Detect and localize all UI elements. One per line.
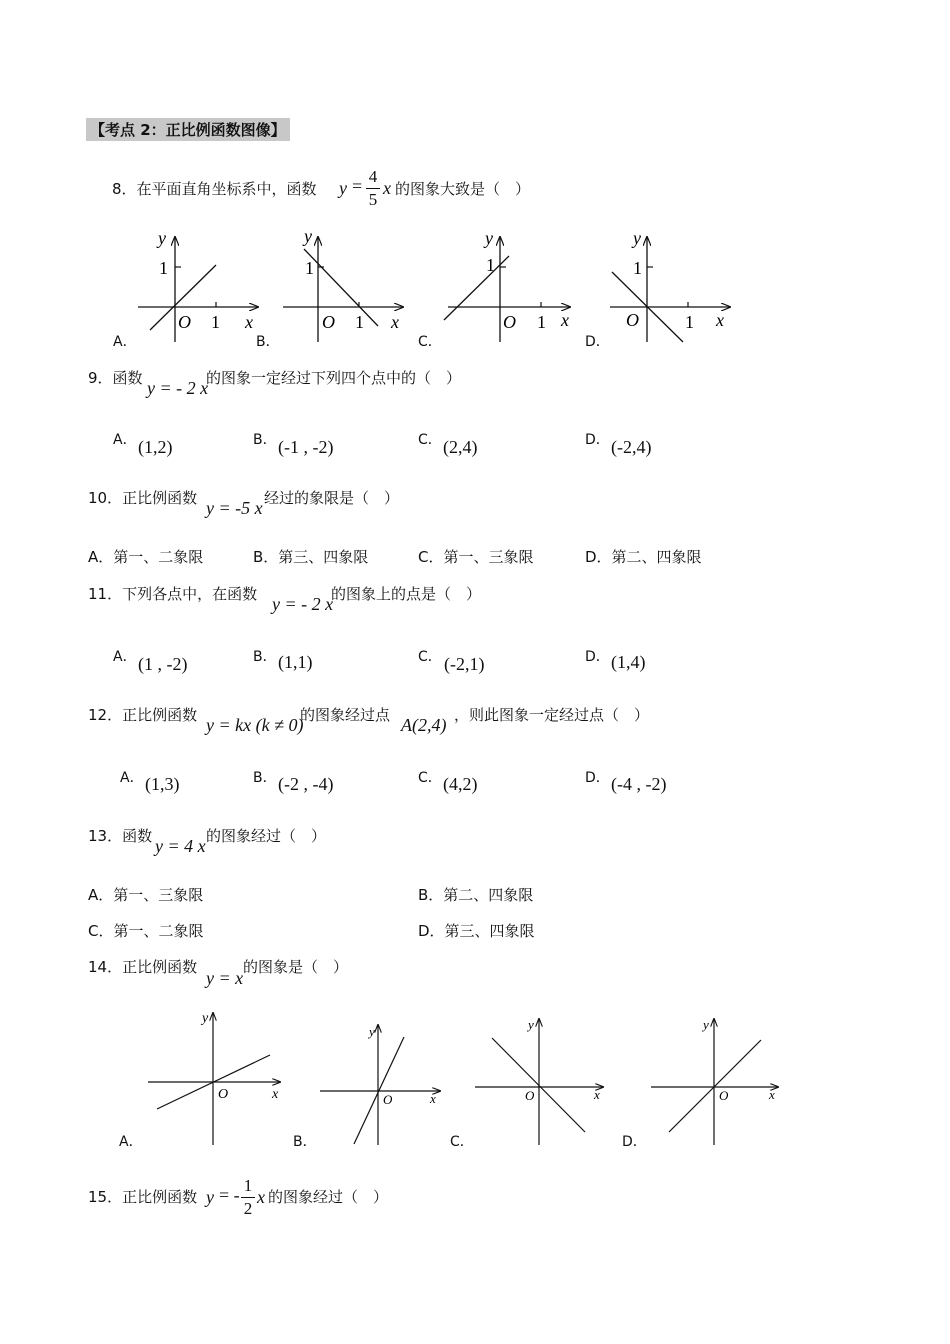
q8-d-origin: O: [626, 310, 639, 330]
q8-fraction-numerator: 4: [368, 167, 378, 186]
q9-formula: y = - 2 x: [147, 378, 209, 398]
q8-option-a[interactable]: A．: [113, 334, 137, 350]
q14-a-origin: O: [218, 1087, 229, 1102]
q8-b-origin: O: [322, 312, 335, 332]
q8-option-b[interactable]: B．: [256, 334, 280, 350]
q8-a-y-label: y: [158, 228, 166, 248]
q14-graph-b[interactable]: [320, 1024, 440, 1145]
q8-a-origin: O: [178, 312, 191, 332]
q12-formula: y = kx (k ≠ 0): [206, 715, 304, 735]
q9-option-c-value: (2,4): [443, 437, 478, 457]
q8-fraction-denominator: 5: [368, 190, 378, 209]
q15-fraction: [241, 1176, 255, 1219]
q13-formula: y = 4 x: [155, 836, 206, 856]
q14-c-origin: O: [525, 1088, 535, 1103]
q15-y: y: [206, 1187, 214, 1207]
q8-c-origin: O: [503, 312, 516, 332]
q9-prefix: 9．函数: [88, 369, 143, 387]
q14-a-x-label: x: [272, 1087, 279, 1102]
q11-suffix: 的图象上的点是（ ）: [331, 585, 482, 603]
q9-option-a-value: (1,2): [138, 437, 173, 457]
q8-option-c[interactable]: C．: [418, 334, 442, 350]
q14-b-y-label: y: [369, 1024, 375, 1039]
q14-c-y-label: y: [528, 1017, 534, 1032]
q15-x: x: [257, 1187, 265, 1207]
q8-b-tick-y: 1: [305, 258, 314, 278]
q13-option-a[interactable]: A．第一、三象限: [88, 886, 204, 904]
q14-d-y-label: y: [703, 1017, 709, 1032]
q8-d-tick-y: 1: [633, 258, 642, 278]
q8-a-tick-y: 1: [159, 258, 168, 278]
q15-eq: = -: [219, 1185, 240, 1205]
q13-option-c[interactable]: C．第一、二象限: [88, 922, 204, 940]
q8-graph-b[interactable]: [283, 226, 403, 342]
q15-fraction-denominator: 2: [243, 1199, 253, 1218]
q15-suffix: 的图象经过（ ）: [268, 1188, 389, 1206]
q9-option-b-label[interactable]: B．: [253, 432, 277, 448]
q14-c-x-label: x: [594, 1087, 600, 1102]
q14-d-origin: O: [719, 1088, 729, 1103]
q13-option-d[interactable]: D．第三、四象限: [418, 922, 535, 940]
q8-b-x-label: x: [391, 312, 399, 332]
q14-b-origin: O: [383, 1092, 393, 1107]
q8-fraction: [366, 167, 380, 210]
q15-fraction-bar: [241, 1197, 255, 1198]
q10-option-a[interactable]: A．第一、二象限: [88, 548, 204, 566]
q15-prefix: 15．正比例函数: [88, 1188, 198, 1206]
q11-option-a-label[interactable]: A．: [113, 649, 137, 665]
q8-c-tick-x: 1: [537, 312, 546, 332]
section-header: 【考点 2：正比例函数图像】: [86, 118, 290, 141]
q13-suffix: 的图象经过（ ）: [206, 827, 327, 845]
q14-b-x-label: x: [430, 1091, 436, 1106]
q11-option-c-label[interactable]: C．: [418, 649, 442, 665]
q9-option-a-label[interactable]: A．: [113, 432, 137, 448]
q14-a-y-label: y: [202, 1011, 209, 1026]
q8-a-x-label: x: [245, 312, 253, 332]
q13-option-b[interactable]: B．第二、四象限: [418, 886, 534, 904]
q11-formula: y = - 2 x: [272, 594, 334, 614]
q8-c-tick-y: 1: [486, 255, 495, 275]
q8-fraction-bar: [366, 188, 380, 189]
q12-option-c-label[interactable]: C．: [418, 770, 442, 786]
q10-option-b[interactable]: B．第三、四象限: [253, 548, 369, 566]
q8-b-tick-x: 1: [355, 312, 364, 332]
q9-option-d-value: (-2,4): [611, 437, 652, 457]
q12-option-a-label[interactable]: A．: [120, 770, 144, 786]
q9-suffix: 的图象一定经过下列四个点中的（ ）: [206, 369, 462, 387]
q14-graph-c[interactable]: [475, 1017, 603, 1145]
q14-formula: y = x: [206, 968, 244, 988]
q8-graph-a[interactable]: [138, 228, 258, 342]
q14-graphs: [0, 1005, 950, 1150]
q14-option-a[interactable]: A．: [119, 1134, 143, 1150]
q10-option-d[interactable]: D．第二、四象限: [585, 548, 702, 566]
q15-fraction-numerator: 1: [243, 1176, 253, 1195]
q9-option-d-label[interactable]: D．: [585, 432, 610, 448]
q10-formula: y = -5 x: [206, 498, 263, 518]
q12-option-d-label[interactable]: D．: [585, 770, 610, 786]
q8-c-x-label: x: [561, 310, 569, 330]
q12-suffix: ，则此图象一定经过点（ ）: [454, 706, 650, 724]
q11-option-c-value: (-2,1): [444, 654, 485, 674]
q10-option-c[interactable]: C．第一、三象限: [418, 548, 534, 566]
q11-option-d-value: (1,4): [611, 652, 646, 672]
q8-x: x: [383, 178, 391, 198]
q8-d-x-label: x: [716, 310, 724, 330]
q11-option-b-value: (1,1): [278, 652, 313, 672]
q8-prefix: 8．在平面直角坐标系中，函数: [112, 180, 317, 198]
q8-y: y: [339, 178, 347, 198]
q14-option-d[interactable]: D．: [622, 1134, 647, 1150]
q10-prefix: 10．正比例函数: [88, 489, 198, 507]
q11-option-d-label[interactable]: D．: [585, 649, 610, 665]
q12-option-d-value: (-4 , -2): [611, 774, 667, 794]
q11-option-a-value: (1 , -2): [138, 654, 188, 674]
q8-c-y-label: y: [485, 228, 493, 248]
q12-option-c-value: (4,2): [443, 774, 478, 794]
q8-eq: =: [352, 176, 363, 196]
q8-a-tick-x: 1: [211, 312, 220, 332]
q8-graph-c[interactable]: [444, 228, 570, 342]
q14-suffix: 的图象是（ ）: [243, 958, 349, 976]
q12-option-b-label[interactable]: B．: [253, 770, 277, 786]
q12-point: A(2,4): [401, 715, 447, 735]
q8-d-y-label: y: [633, 228, 641, 248]
q14-graph-d[interactable]: [651, 1017, 778, 1145]
q11-prefix: 11．下列各点中，在函数: [88, 585, 258, 603]
q9-option-c-label[interactable]: C．: [418, 432, 442, 448]
q8-graph-d[interactable]: [610, 228, 730, 342]
q14-prefix: 14．正比例函数: [88, 958, 198, 976]
q13-prefix: 13．函数: [88, 827, 153, 845]
q12-option-b-value: (-2 , -4): [278, 774, 334, 794]
q8-suffix: 的图象大致是（ ）: [395, 180, 531, 198]
q12-prefix: 12．正比例函数: [88, 706, 198, 724]
q8-option-d[interactable]: D．: [585, 334, 610, 350]
q14-option-c[interactable]: C．: [450, 1134, 474, 1150]
q8-b-y-label: y: [304, 226, 312, 246]
q11-option-b-label[interactable]: B．: [253, 649, 277, 665]
q12-option-a-value: (1,3): [145, 774, 180, 794]
q14-graph-a[interactable]: [148, 1011, 280, 1145]
q9-option-b-value: (-1 , -2): [278, 437, 334, 457]
q10-suffix: 经过的象限是（ ）: [264, 489, 400, 507]
q8-d-tick-x: 1: [685, 312, 694, 332]
q14-option-b[interactable]: B．: [293, 1134, 317, 1150]
q8-graphs: [0, 222, 950, 362]
q12-middle: 的图象经过点: [300, 706, 391, 724]
q14-d-x-label: x: [769, 1087, 775, 1102]
